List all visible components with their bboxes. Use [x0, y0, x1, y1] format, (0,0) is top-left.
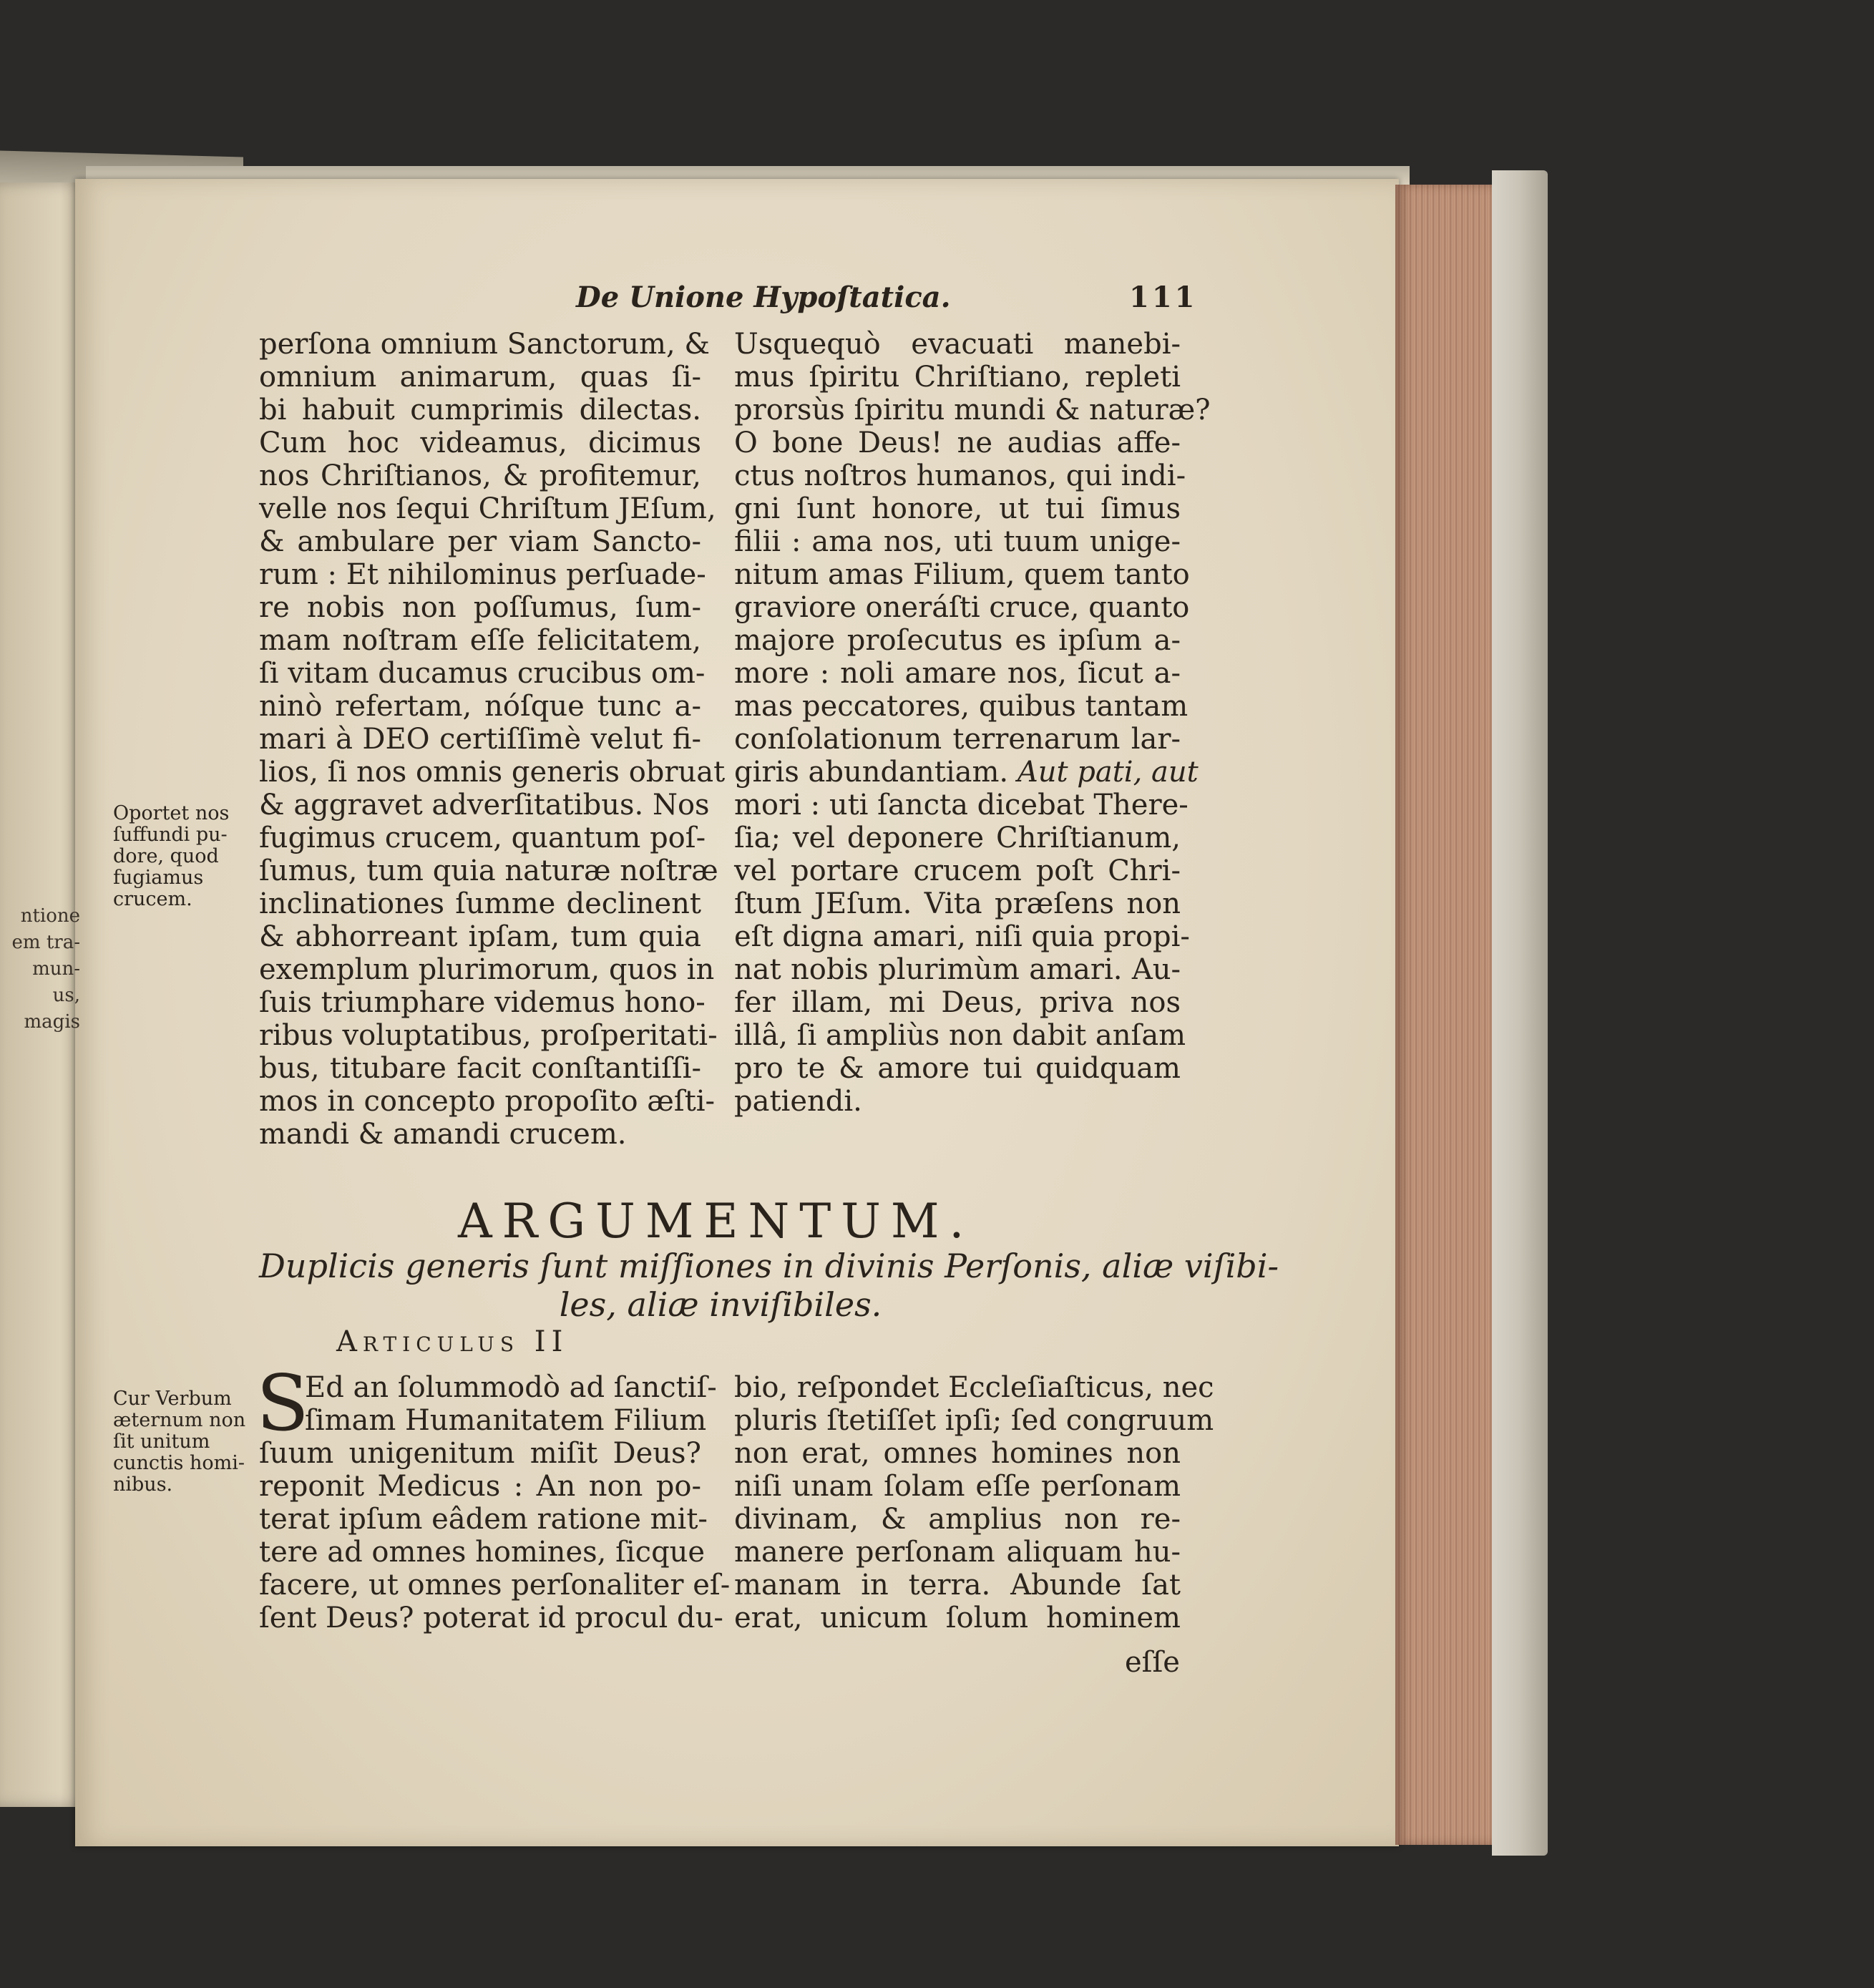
margin-line: em tra-	[11, 932, 80, 953]
text-line: mas peccatores, quibus tantam	[734, 690, 1189, 723]
text-line: nos Chriſtianos, & profitemur,	[259, 459, 701, 492]
text-line: manere perſonam aliquam hu-	[734, 1536, 1181, 1569]
text-line: rum : Et nihilominus perſuade-	[259, 558, 706, 591]
text-line: ſimam Humanitatem Filium	[305, 1404, 707, 1437]
text-line: divinam, & amplius non re-	[734, 1503, 1181, 1536]
drop-cap: S	[256, 1359, 309, 1448]
text-column-right	[734, 328, 1211, 1118]
margin-line: Oportet nos	[113, 802, 230, 824]
text-line: Cum hoc videamus, dicimus	[259, 427, 701, 459]
margin-line: cunctis homi-	[113, 1452, 245, 1474]
margin-line: magis	[24, 1011, 80, 1033]
text-line: inclinationes ſumme declinent	[259, 887, 701, 920]
margin-line: us,	[52, 985, 80, 1006]
margin-line: nibus.	[113, 1473, 173, 1496]
text-line: more : noli amare nos, ſicut a-	[734, 657, 1181, 690]
text-line: pluris ſtetiſſet ipſi; ſed congruum	[734, 1404, 1214, 1437]
text-line: gni ſunt honore, ut tui ſimus	[734, 492, 1181, 525]
margin-line: ſuffundi pu-	[113, 824, 228, 846]
text-line: bio, reſpondet Eccleſiaſticus, nec	[734, 1371, 1214, 1404]
text-column-left	[259, 328, 726, 1151]
text-line: re nobis non poſſumus, ſum-	[259, 591, 701, 624]
text-line: fugimus crucem, quantum poſ-	[259, 822, 706, 854]
text-line: ſi vitam ducamus crucibus om-	[259, 657, 706, 690]
page-number: 111	[1129, 281, 1198, 314]
margin-line: dore, quod	[113, 845, 219, 867]
margin-note-verbum	[113, 1388, 260, 1496]
text-line: vel portare crucem poſt Chri-	[734, 854, 1181, 887]
text-line: lios, ſi nos omnis generis obruat	[259, 756, 726, 789]
text-line: reponit Medicus : An non po-	[259, 1470, 701, 1503]
text-line: ctus noſtros humanos, qui indi-	[734, 459, 1186, 492]
text-line: ninò refertam, nóſque tunc a-	[259, 690, 701, 723]
text-line: filii : ama nos, uti tuum unige-	[734, 525, 1181, 558]
text-line: bi habuit cumprimis dilectas.	[259, 394, 701, 427]
margin-line: æternum non	[113, 1409, 246, 1431]
facing-page-margin-note	[0, 903, 80, 1036]
margin-line: fugiamus	[113, 867, 204, 889]
text-line: facere, ut omnes perſonaliter eſ-	[259, 1569, 731, 1602]
margin-line: Cur Verbum	[113, 1388, 232, 1410]
text-line: ſuum unigenitum miſit Deus?	[259, 1437, 701, 1470]
argument-subtitle	[259, 1247, 1279, 1324]
text-line: omnium animarum, quas ſi-	[259, 361, 701, 394]
margin-line: ſit unitum	[113, 1431, 210, 1453]
text-line: non erat, omnes homines non	[734, 1437, 1181, 1470]
text-line: tere ad omnes homines, ſicque	[259, 1536, 706, 1569]
margin-line: mun-	[32, 958, 80, 980]
page-fore-edge	[1395, 185, 1506, 1845]
text-line: mus ſpiritu Chriſtiano, repleti	[734, 361, 1181, 394]
argument-subtitle-line: les, aliæ inviſibiles.	[559, 1285, 882, 1324]
text-line: mam noſtram eſſe felicitatem,	[259, 624, 701, 657]
text-line: conſolationum terrenarum lar-	[734, 723, 1181, 756]
text-line: Usquequò evacuati manebi-	[734, 328, 1181, 361]
back-cover-edge	[1492, 170, 1548, 1856]
text-line: ribus voluptatibus, proſperitati-	[259, 1019, 718, 1052]
text-line: majore proſecutus es ipſum a-	[734, 624, 1181, 657]
text-line: O bone Deus! ne audias affe-	[734, 427, 1181, 459]
text-column-left-lower	[259, 1371, 731, 1634]
text-line: ſuis triumphare videmus hono-	[259, 986, 706, 1019]
catchword: eſſe	[1125, 1646, 1180, 1679]
margin-note-shame	[113, 803, 260, 910]
article-heading: Articulus II	[336, 1325, 569, 1358]
text-line: illâ, ſi ampliùs non dabit anſam	[734, 1019, 1186, 1052]
text-line: mos in concepto propoſito æſti-	[259, 1085, 716, 1118]
text-line: niſi unam ſolam eſſe perſonam	[734, 1470, 1181, 1503]
text-line: terat ipſum eâdem ratione mit-	[259, 1503, 708, 1536]
text-line: & aggravet adverſitatibus. Nos	[259, 789, 710, 822]
text-line: patiendi.	[734, 1085, 862, 1118]
text-line: mori : uti ſancta dicebat There-	[734, 789, 1189, 822]
text-line: bus, titubare facit conſtantiſſi-	[259, 1052, 701, 1085]
text-line: graviore oneráſti cruce, quanto	[734, 591, 1190, 624]
argument-subtitle-line: Duplicis generis ſunt miſſiones in divinis Perſonis, aliæ viſibi-	[259, 1247, 1279, 1285]
text-line: & abhorreant ipſam, tum quia	[259, 920, 701, 953]
text-line: exemplum plurimorum, quos in	[259, 953, 715, 986]
text-line: mandi & amandi crucem.	[259, 1118, 627, 1151]
text-line: prorsùs ſpiritu mundi & naturæ?	[734, 394, 1211, 427]
margin-line: ntione	[20, 905, 80, 927]
text-line: velle nos ſequi Chriſtum JEſum,	[259, 492, 716, 525]
text-line: nitum amas Filium, quem tanto	[734, 558, 1190, 591]
text-line: erat, unicum ſolum hominem	[734, 1602, 1181, 1634]
margin-line: crucem.	[113, 888, 192, 910]
text-line: manam in terra. Abunde ſat	[734, 1569, 1181, 1602]
text-line: fer illam, mi Deus, priva nos	[734, 986, 1181, 1019]
text-fragment: giris abundantiam.	[734, 756, 1009, 789]
text-line: nat nobis plurimùm amari. Au-	[734, 953, 1181, 986]
argument-title: ARGUMENTUM.	[458, 1194, 975, 1249]
text-line: ſia; vel deponere Chriſtianum,	[734, 822, 1181, 854]
text-line-with-italic	[734, 756, 1199, 789]
text-line: & ambulare per viam Sancto-	[259, 525, 701, 558]
text-line: ſent Deus? poterat id procul du-	[259, 1602, 723, 1634]
text-line: eſt digna amari, niſi quia propi-	[734, 920, 1190, 953]
text-line: ſumus, tum quia naturæ noſtræ	[259, 854, 718, 887]
text-line: Ed an ſolummodò ad ſanctiſ-	[305, 1371, 717, 1404]
italic-phrase: Aut pati, aut	[1017, 756, 1199, 789]
text-line: perſona omnium Sanctorum, &	[259, 328, 710, 361]
text-line: pro te & amore tui quidquam	[734, 1052, 1181, 1085]
text-column-right-lower	[734, 1371, 1214, 1634]
text-line: mari à DEO certiſſimè velut fi-	[259, 723, 701, 756]
text-line: ſtum JEſum. Vita præſens non	[734, 887, 1181, 920]
running-head: De Unione Hypoſtatica.	[576, 281, 951, 314]
